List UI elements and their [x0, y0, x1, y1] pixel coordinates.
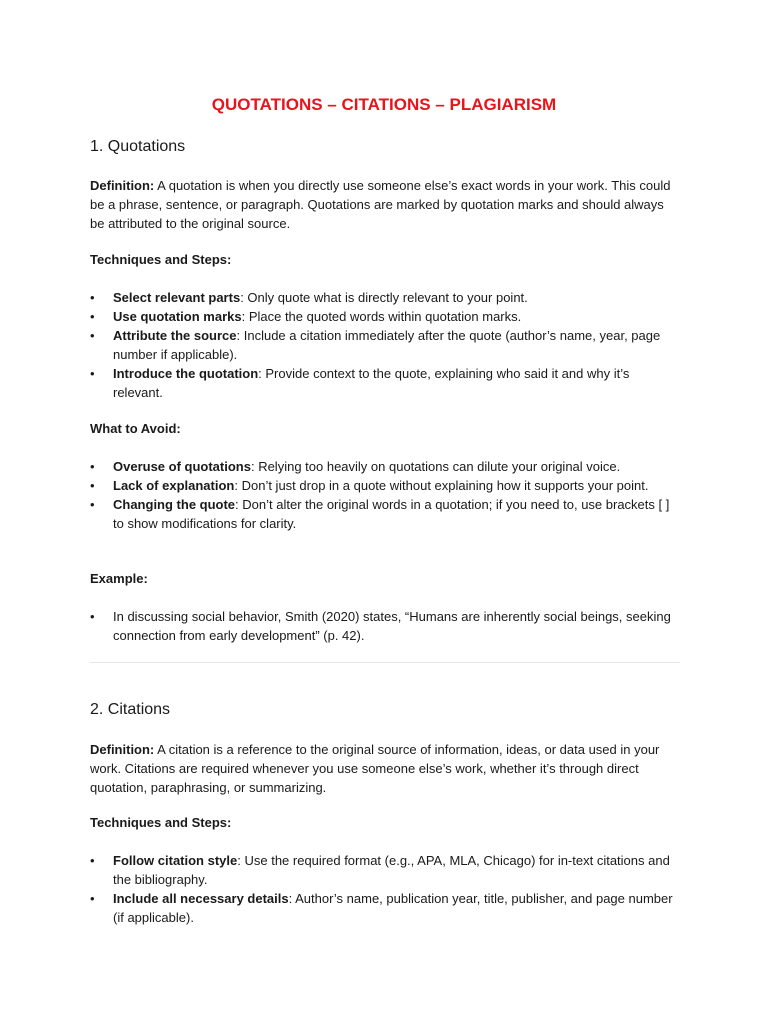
quotations-avoid-list — [90, 457, 680, 533]
list-item: • Lack of explanation: Don’t just drop in a quote without explaining how it supports your point. — [90, 478, 649, 493]
list-item: • Use quotation marks: Place the quoted words within quotation marks. — [90, 309, 522, 324]
list-item: • Follow citation style: Use the required format (e.g., APA, MLA, Chicago) for in-text citations and the bibliography. — [90, 853, 670, 887]
citations-definition — [90, 740, 680, 797]
bullet-icon: • — [90, 366, 95, 381]
list-item: • Introduce the quotation: Provide context to the quote, explaining who said it and why it’s relevant. — [90, 366, 630, 400]
section-divider — [90, 662, 680, 663]
list-item: • Select relevant parts: Only quote what is directly relevant to your point. — [90, 290, 528, 305]
list-item: • Include all necessary details: Author’s name, publication year, title, publisher, and page number (if applicable). — [90, 891, 673, 925]
techniques-label: Techniques and Steps: — [90, 815, 232, 830]
bullet-icon: • — [90, 891, 95, 906]
list-item: • In discussing social behavior, Smith (2020) states, “Humans are inherently social beings, seeking connection from early development” (p. 42). — [90, 609, 671, 643]
bullet-icon: • — [90, 309, 95, 324]
definition-text: A quotation is when you directly use someone else’s exact words in your work. This could be a phrase, sentence, or paragraph. Quotations are marked by quotation marks and should always be attributed to the original source. — [90, 178, 671, 231]
bullet-icon: • — [90, 853, 95, 868]
avoid-label: What to Avoid: — [90, 421, 181, 436]
list-item: • Overuse of quotations: Relying too heavily on quotations can dilute your original voice. — [90, 459, 621, 474]
section-heading-quotations: 1. Quotations — [90, 138, 186, 155]
list-item: • Attribute the source: Include a citation immediately after the quote (author’s name, year, page number if applicable). — [90, 328, 661, 362]
definition-text: A citation is a reference to the original source of information, ideas, or data used in your work. Citations are required whenever you use someone else’s work, whether it’s through direct quotation, paraphrasing, or summarizing. — [90, 742, 660, 795]
techniques-label: Techniques and Steps: — [90, 252, 232, 267]
section-heading-citations: 2. Citations — [90, 701, 171, 718]
quotations-techniques-list — [90, 288, 680, 402]
bullet-icon: • — [90, 328, 95, 343]
quotations-example-list — [90, 607, 680, 645]
bullet-icon: • — [90, 609, 95, 624]
list-item: • Changing the quote: Don’t alter the original words in a quotation; if you need to, use brackets [ ] to show modifications for clarity. — [90, 497, 670, 531]
document-title: QUOTATIONS – CITATIONS – PLAGIARISM — [211, 95, 557, 114]
bullet-icon: • — [90, 497, 95, 512]
definition-label: Definition: — [90, 742, 155, 757]
bullet-icon: • — [90, 478, 95, 493]
bullet-icon: • — [90, 290, 95, 305]
definition-label: Definition: — [90, 178, 155, 193]
quotations-definition — [90, 176, 680, 233]
bullet-icon: • — [90, 459, 95, 474]
example-label: Example: — [90, 571, 148, 586]
citations-techniques-list — [90, 851, 680, 927]
